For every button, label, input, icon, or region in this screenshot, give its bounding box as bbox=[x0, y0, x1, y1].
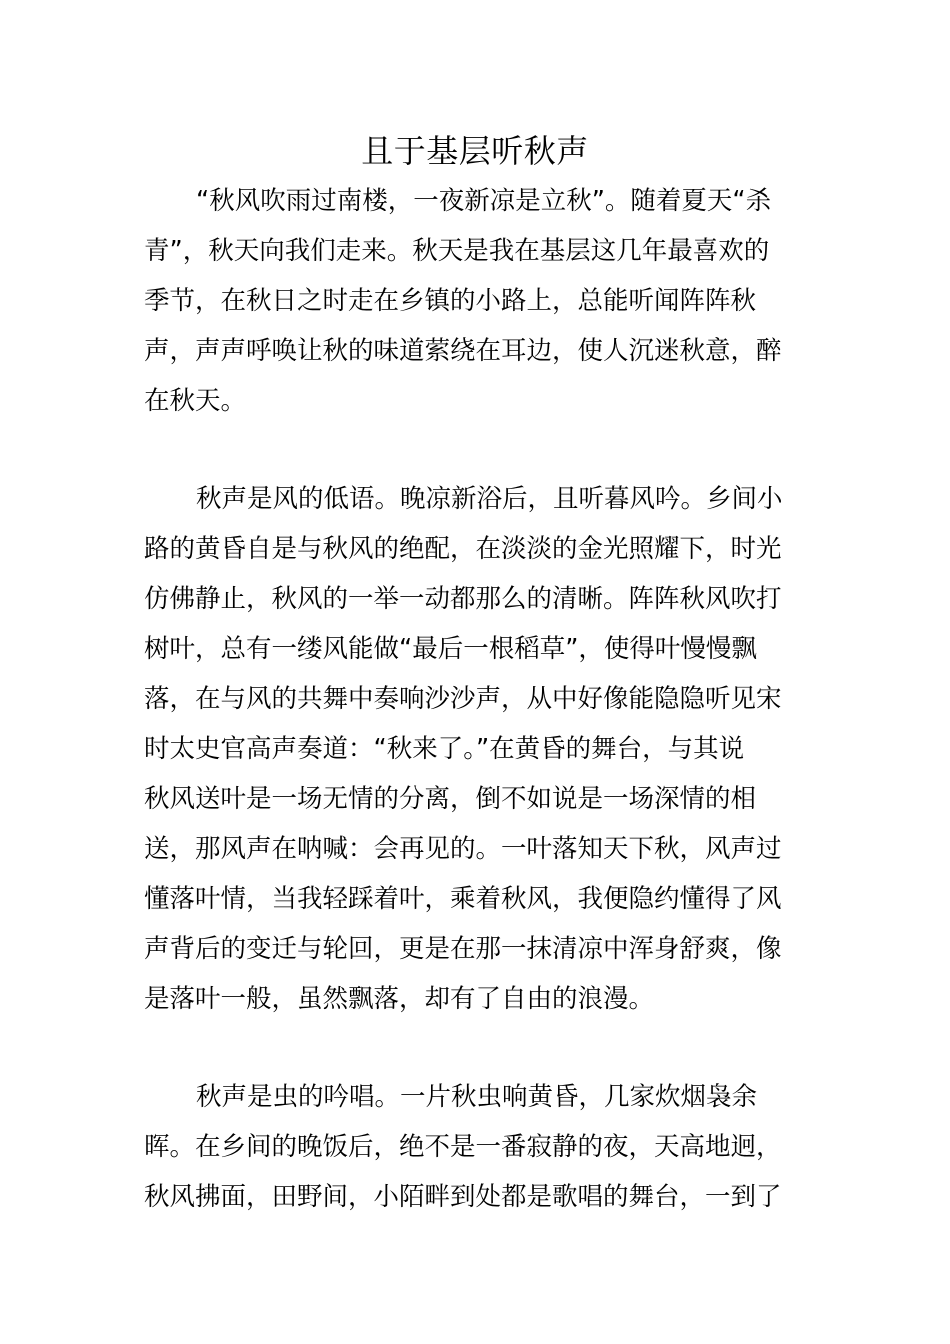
paragraph-line: 仿佛静止，秋风的一举一动都那么的清晰。阵阵秋风吹打 bbox=[144, 584, 782, 614]
paragraph-1 bbox=[144, 176, 808, 426]
paragraph-line: 秋风拂面，田野间，小陌畔到处都是歌唱的舞台，一到了 bbox=[144, 1182, 782, 1212]
paragraph-line: 秋声是虫的吟唱。一片秋虫响黄昏，几家炊烟袅余 bbox=[196, 1082, 758, 1112]
paragraph-2 bbox=[144, 474, 808, 1024]
paragraph-line: 声背后的变迁与轮回，更是在那一抹清凉中浑身舒爽，像 bbox=[144, 934, 782, 964]
document-title: 且于基层听秋声 bbox=[361, 132, 589, 170]
paragraph-line: 秋风送叶是一场无情的分离，倒不如说是一场深情的相 bbox=[144, 784, 757, 814]
paragraph-line: 时太史官高声奏道：“秋来了。”在黄昏的舞台，与其说 bbox=[144, 734, 745, 764]
paragraph-line: 树叶，总有一缕风能做“最后一根稻草”，使得叶慢慢飘 bbox=[144, 634, 757, 664]
paragraph-line: 是落叶一般，虽然飘落，却有了自由的浪漫。 bbox=[144, 984, 655, 1014]
paragraph-line: 秋声是风的低语。晚凉新浴后，且听暮风吟。乡间小 bbox=[196, 484, 783, 514]
paragraph-line: “秋风吹雨过南楼，一夜新凉是立秋”。随着夏天“杀 bbox=[196, 186, 772, 216]
paragraph-line: 季节，在秋日之时走在乡镇的小路上，总能听闻阵阵秋 bbox=[144, 286, 757, 316]
paragraph-3 bbox=[144, 1072, 808, 1222]
paragraph-line: 路的黄昏自是与秋风的绝配，在淡淡的金光照耀下，时光 bbox=[144, 534, 782, 564]
paragraph-line: 送，那风声在呐喊：会再见的。一叶落知天下秋，风声过 bbox=[144, 834, 782, 864]
paragraph-line: 在秋天。 bbox=[144, 386, 247, 416]
paragraph-line: 晖。在乡间的晚饭后，绝不是一番寂静的夜，天高地迥， bbox=[144, 1132, 782, 1162]
paragraph-line: 落，在与风的共舞中奏响沙沙声，从中好像能隐隐听见宋 bbox=[144, 684, 782, 714]
paragraph-line: 声，声声呼唤让秋的味道萦绕在耳边，使人沉迷秋意，醉 bbox=[144, 336, 782, 366]
paragraph-line: 懂落叶情，当我轻踩着叶，乘着秋风，我便隐约懂得了风 bbox=[144, 884, 782, 914]
paragraph-line: 青”，秋天向我们走来。秋天是我在基层这几年最喜欢的 bbox=[144, 236, 770, 266]
